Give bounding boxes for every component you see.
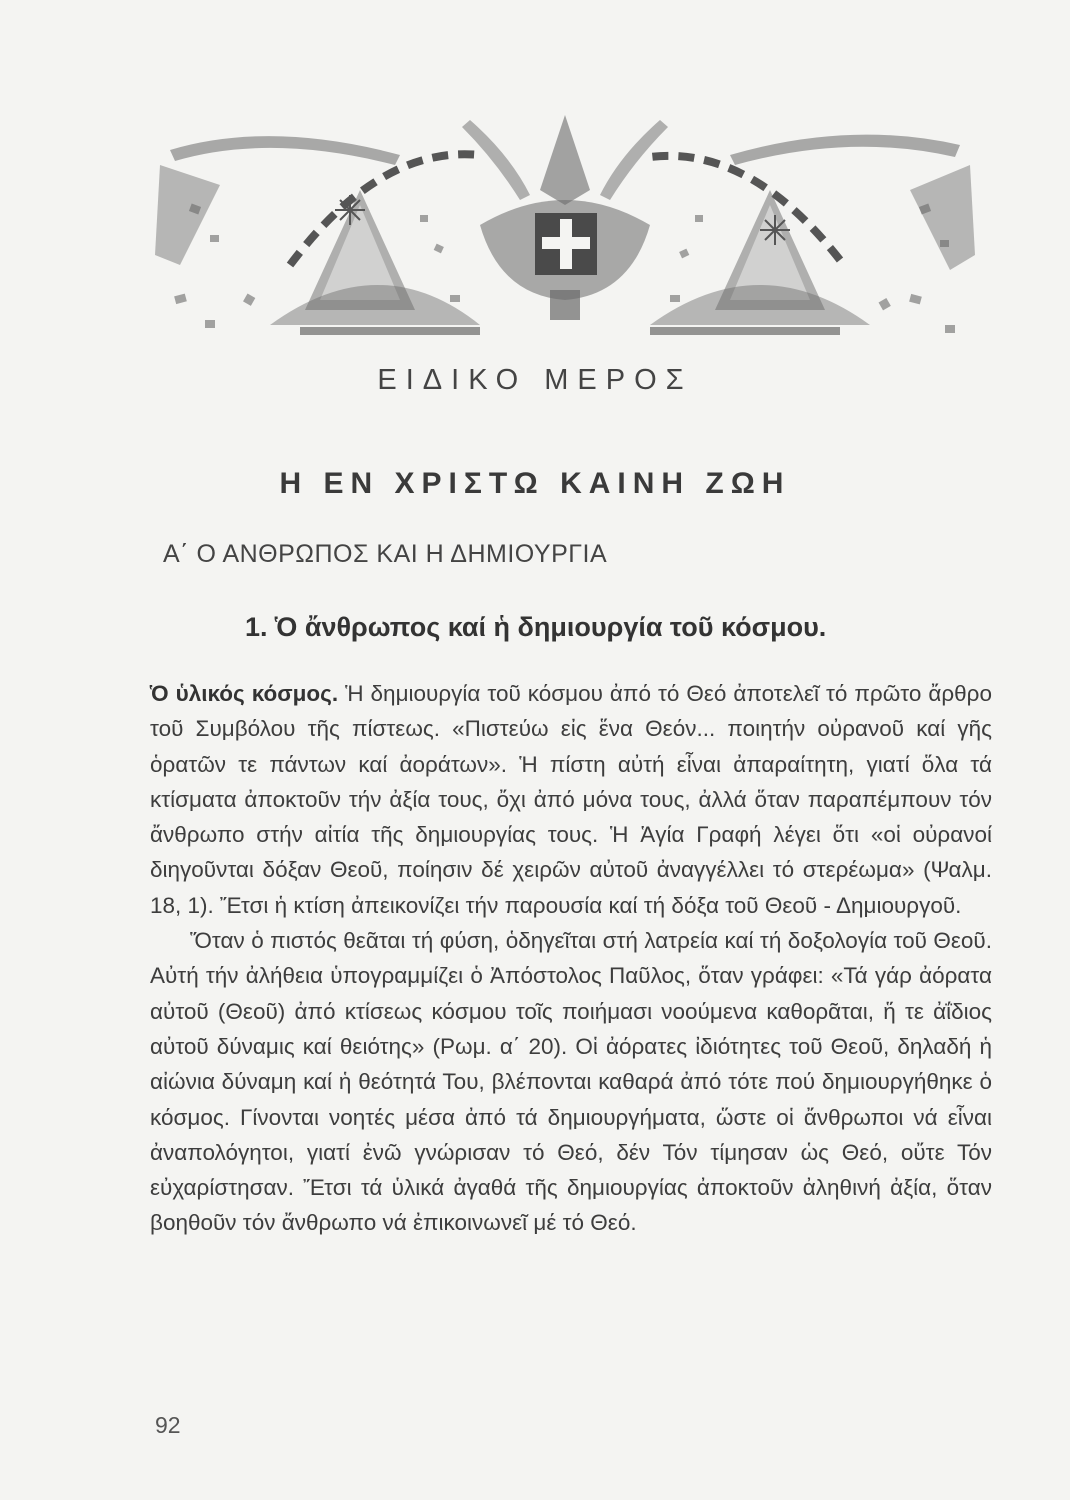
- page-number: 92: [155, 1412, 181, 1438]
- subchapter-title: 1. Ὁ ἄνθρωπος καί ἡ δημιουργία τοῦ κόσμου.: [245, 612, 827, 642]
- paragraph-2: [150, 923, 992, 1241]
- chapter-title: Α΄ Ο ΑΝΘΡΩΠΟΣ ΚΑΙ Η ΔΗΜΙΟΥΡΓΙΑ: [163, 540, 608, 568]
- mosaic-cross-ornament-icon: [150, 95, 980, 360]
- part-title: Η ΕΝ ΧΡΙΣΤΩ ΚΑΙΝΗ ΖΩΗ: [279, 467, 791, 500]
- paragraph-text: Ἡ δημιουργία τοῦ κόσμου ἀπό τό Θεό ἀποτελεῖ τό πρῶτο ἄρθρο τοῦ Συμβόλου τῆς πίστεως. «Πιστεύω εἰς ἕνα Θεόν... ποιητήν οὐρανοῦ καί γῆς ὁρατῶν τε πάντων καί ἀοράτων». Ἡ πίστη αὐτή εἶναι ἀπαραίτητη, γιατί ὅλα τά κτίσματα ἀποκτοῦν τήν ἀξία τους, ὄχι ἀπό μόνα τους, ἀλλά ὅταν παραπέμπουν τόν ἄνθρωπο στήν αἰτία τῆς δημιουργίας τους. Ἡ Ἁγία Γραφή λέγει ὅτι «οἱ οὐρανοί διηγοῦνται δόξαν Θεοῦ, ποίησιν δέ χειρῶν αὐτοῦ ἀναγγέλλει τό στερέωμα» (Ψαλμ. 18, 1). Ἔτσι ἡ κτίση ἀπεικονίζει τήν παρουσία καί τή δόξα τοῦ Θεοῦ - Δημιουργοῦ.: [150, 681, 992, 918]
- paragraph-1: [150, 676, 992, 923]
- body-text: [150, 676, 992, 1241]
- paragraph-lead: Ὁ ὑλικός κόσμος.: [150, 681, 339, 706]
- section-title: ΕΙΔΙΚΟ ΜΕΡΟΣ: [377, 364, 693, 396]
- paragraph-text: Ὅταν ὁ πιστός θεᾶται τή φύση, ὁδηγεῖται στή λατρεία καί τή δοξολογία τοῦ Θεοῦ. Αὐτή τήν ἀλήθεια ὑπογραμμίζει ὁ Ἀπόστολος Παῦλος, ὅταν γράφει: «Τά γάρ ἀόρατα αὐτοῦ (Θεοῦ) ἀπό κτίσεως κόσμου τοῖς ποιήμασι νοούμενα καθορᾶται, ἥ τε ἀΐδιος αὐτοῦ δύναμις καί θειότης» (Ρωμ. α΄ 20). Οἱ ἀόρατες ἰδιότητες τοῦ Θεοῦ, δηλαδή ἡ αἰώνια δύναμη καί ἡ θεότητά Του, βλέπονται καθαρά ἀπό τότε πού δημιουργήθηκε ὁ κόσμος. Γίνονται νοητές μέσα ἀπό τά δημιουργήματα, ὥστε οἱ ἄνθρωποι νά εἶναι ἀναπολόγητοι, γιατί ἐνῶ γνώρισαν τό Θεό, δέν Τόν τίμησαν ὡς Θεό, οὔτε Τόν εὐχαρίστησαν. Ἔτσι τά ὑλικά ἀγαθά τῆς δημιουργίας ἀποκτοῦν ἀληθινή ἀξία, ὅταν βοηθοῦν τόν ἄνθρωπο νά ἐπικοινωνεῖ μέ τό Θεό.: [150, 928, 992, 1236]
